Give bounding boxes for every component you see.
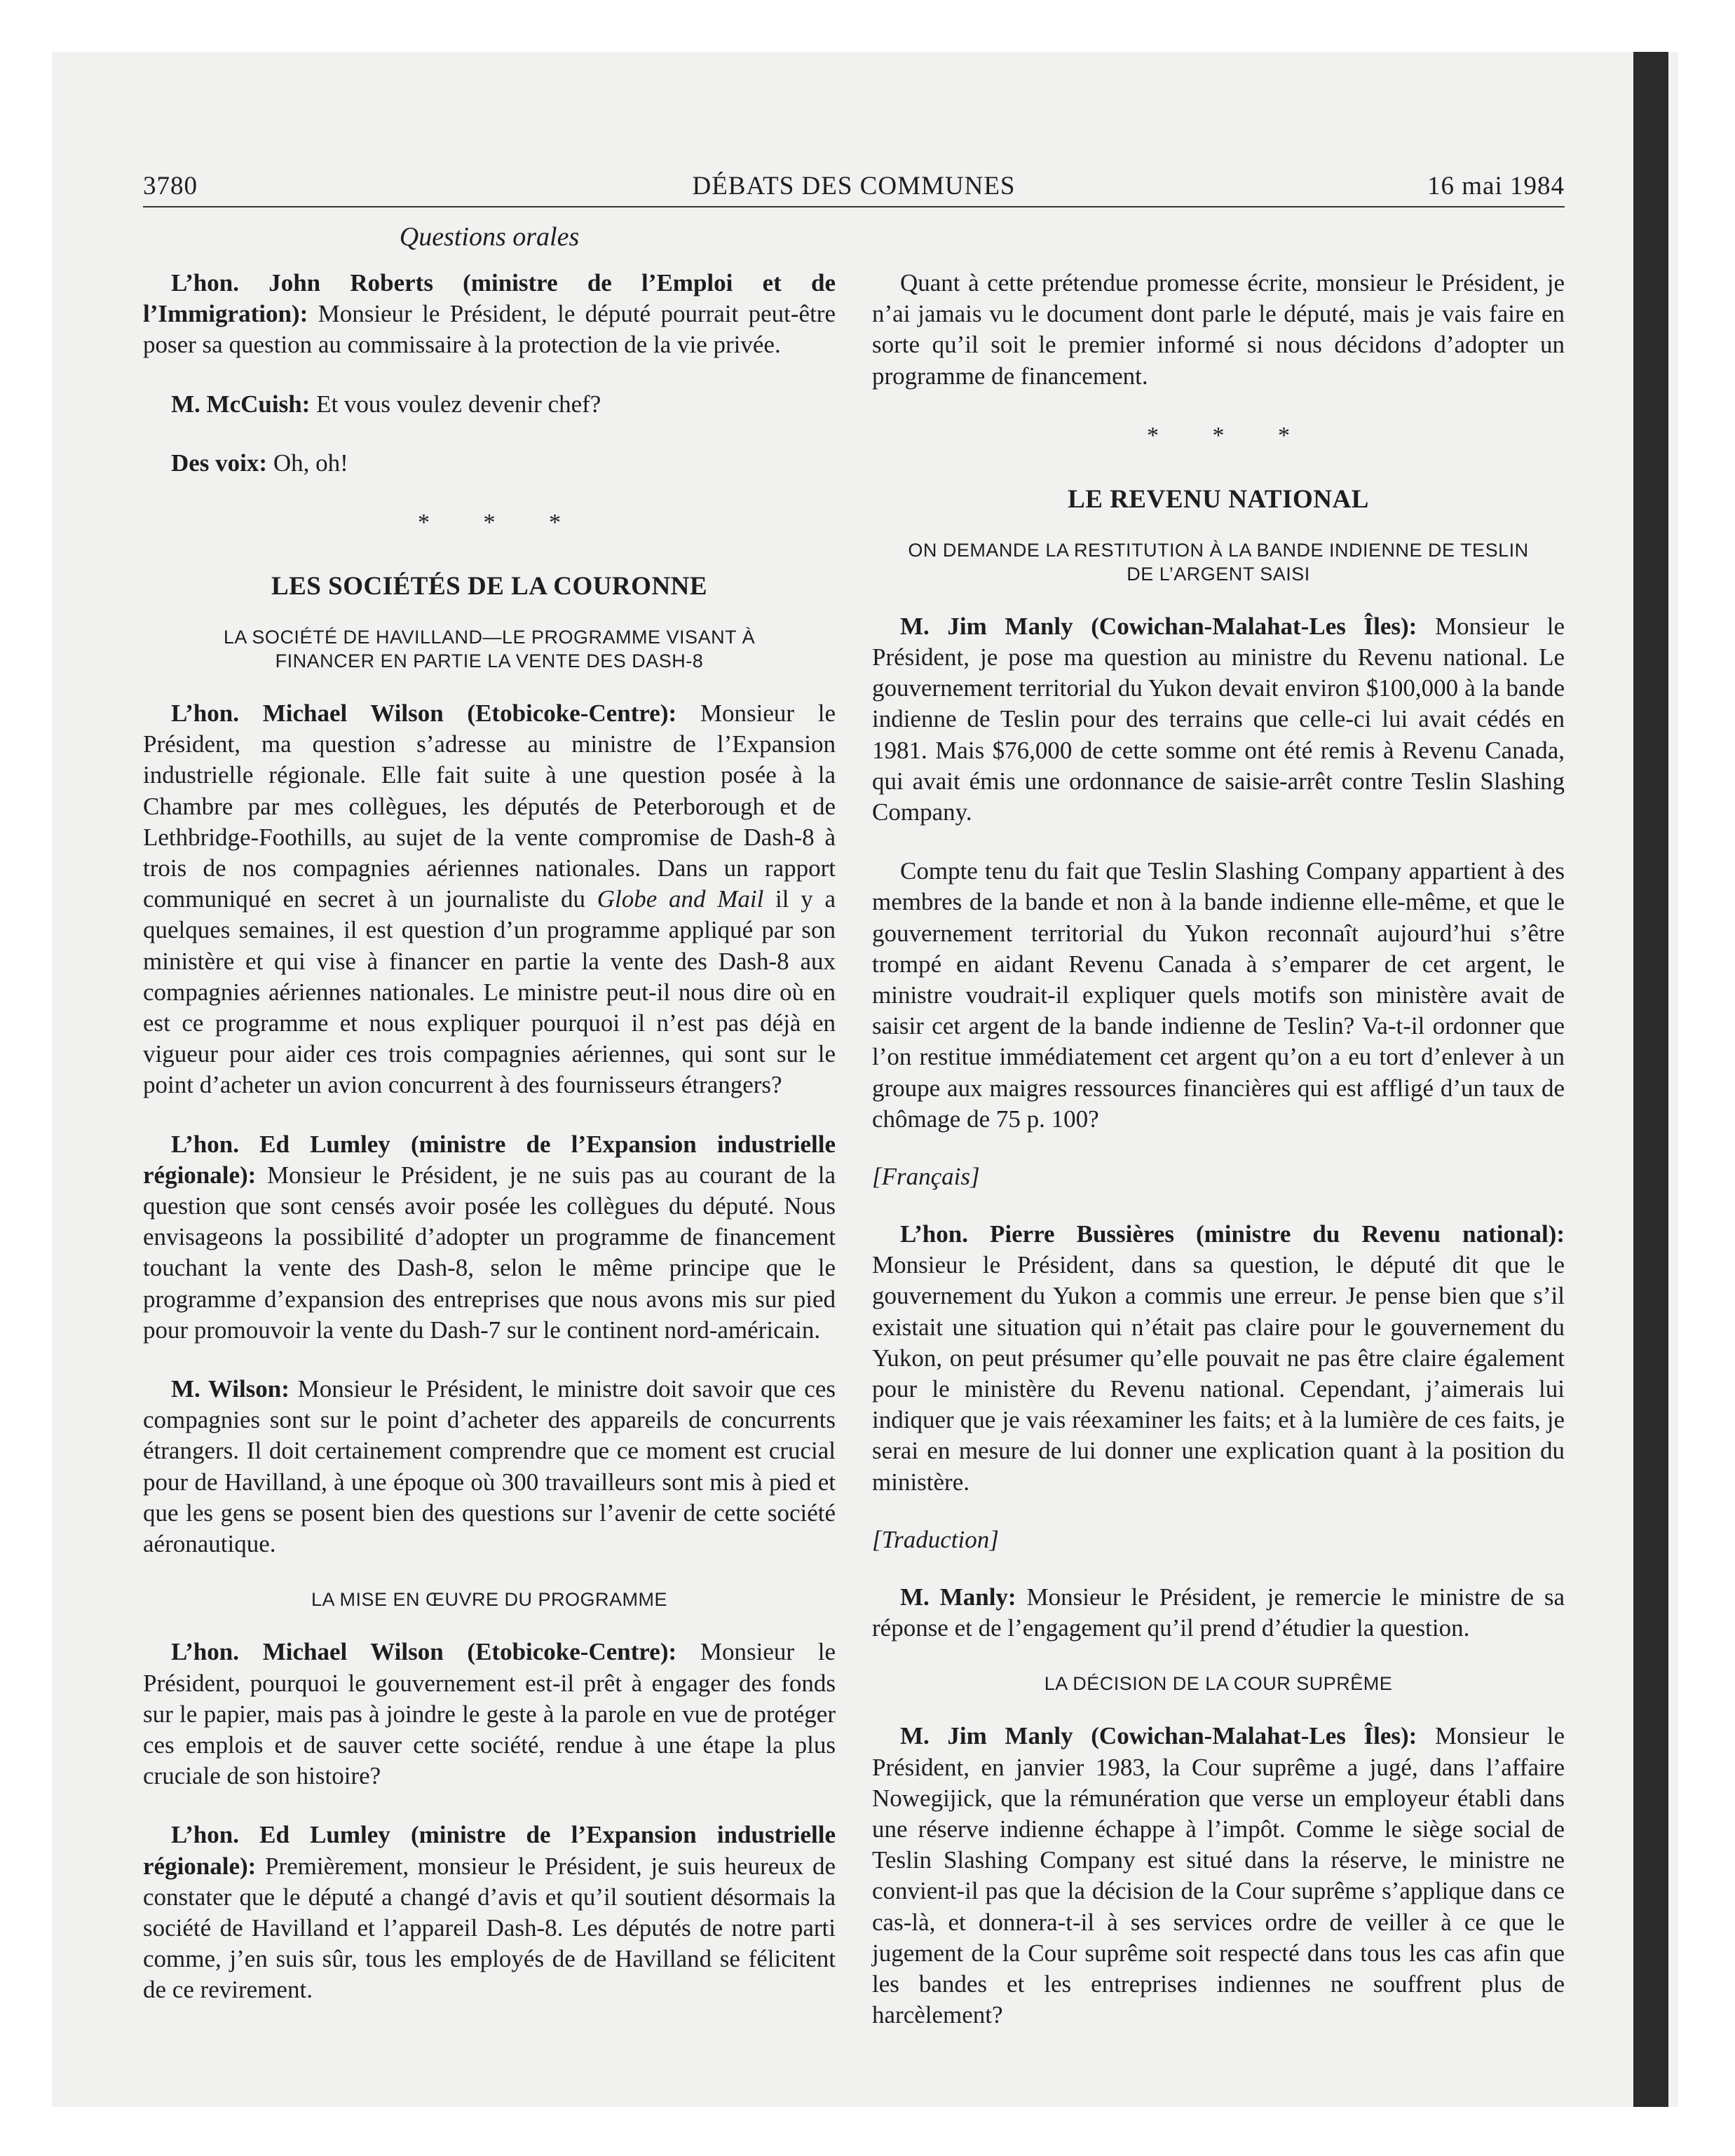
subsection-heading: LA DÉCISION DE LA COUR SUPRÊME bbox=[1044, 1673, 1393, 1695]
section-separator: * * * bbox=[418, 510, 585, 536]
speaker-name: M. Manly: bbox=[900, 1583, 1016, 1611]
running-header bbox=[143, 171, 1565, 206]
paragraph-text: Monsieur le Président, ma question s’adresse au ministre de l’Expansion industrielle régionale. Elle fait suite à une question posée à la Chambre par mes collègues, les députés de Peterborough et de Lethbridge-Foothills, au sujet de la vente compromise de Dash-8 à trois de nos compagnies aériennes nationales. Dans un rapport communiqué en secret à un journaliste du bbox=[143, 700, 836, 913]
paragraph bbox=[872, 1582, 1565, 1644]
speaker-name: M. Jim Manly (Cowichan-Malahat-Les Îles): bbox=[900, 612, 1417, 640]
paragraph-text: il y a quelques semaines, il est question d’un programme appliqué par son ministère et qui vise à financer en partie la vente des Dash-8 aux compagnies aériennes nationales. Le ministre peut-il nous dire où en est ce programme et nous expliquer pourquoi il n’est pas déjà en vigueur pour aider ces trois compagnies aériennes, qui sont sur le point d’acheter un avion concurrent à des fournisseurs étrangers? bbox=[143, 885, 836, 1099]
paragraph-text: Monsieur le Président, le ministre doit savoir que ces compagnies sont sur le point d’acheter des appareils de concurrents étrangers. Il doit certainement comprendre que ce moment est crucial pour de Havilland, à une époque où 300 travailleurs sont mis à pied et que les gens se posent bien des questions sur l’avenir de cette société aéronautique. bbox=[143, 1375, 836, 1558]
language-note: [Français] bbox=[872, 1163, 980, 1191]
paragraph bbox=[143, 389, 836, 420]
paragraph-text: Monsieur le Président, en janvier 1983, la Cour suprême a jugé, dans l’affaire Nowegijick, que la rémunération que verse un employeur établi dans une réserve indienne échappe à l’impôt. Comme le siège social de Teslin Slashing Company est situé dans la réserve, le ministre ne convient-il pas que la décision de la Cour suprême s’applique dans ce cas-là, et donnera-t-il à ses services ordre de veiller à ce que le jugement de la Cour suprême soit respecté dans tous les cas afin que les bandes et les entreprises indiennes ne souffrent plus de harcèlement? bbox=[872, 1722, 1565, 2029]
paragraph bbox=[143, 1637, 836, 1792]
paragraph bbox=[872, 611, 1565, 828]
paragraph-text: Monsieur le Président, pourquoi le gouvernement est-il prêt à engager des fonds sur le papier, mais pas à joindre le geste à la parole en vue de protéger ces emplois et de sauver cette société, rendue à une étape la plus cruciale de son histoire? bbox=[143, 1638, 836, 1790]
paragraph-text: Premièrement, monsieur le Président, je suis heureux de constater que le député a changé d’avis et qu’il soutient désormais la société de Havilland et l’appareil Dash-8. Les députés de notre parti comme, j’en suis sûr, tous les employés de de Havilland se félicitent de ce revirement. bbox=[143, 1852, 836, 2004]
publication-date: 16 mai 1984 bbox=[1427, 172, 1565, 200]
paragraph bbox=[143, 1820, 836, 2005]
speaker-name: M. Wilson: bbox=[171, 1375, 290, 1403]
section-heading: LES SOCIÉTÉS DE LA COURONNE bbox=[271, 572, 708, 601]
language-note: [Traduction] bbox=[872, 1525, 999, 1553]
section-heading: LE REVENU NATIONAL bbox=[1068, 484, 1369, 514]
paragraph-text: Monsieur le Président, dans sa question, le député dit que le gouvernement du Yukon a commis une erreur. Je pense bien que s’il existait une situation qui n’était pas claire pour le gouvernement du Yukon, on peut présumer qu’elle pouvait ne pas être claire également pour le ministère du Revenu national. Cependant, j’aimerais lui indiquer que je vais réexaminer les faits; et à la lumière de ces faits, je serai en mesure de lui donner une explication quant à la position du ministère. bbox=[872, 1251, 1565, 1496]
section-separator: * * * bbox=[1147, 422, 1314, 449]
paragraph bbox=[872, 1721, 1565, 2031]
paragraph-text: Monsieur le Président, je remercie le ministre de sa réponse et de l’engagement qu’il prend d’étudier la question. bbox=[872, 1583, 1565, 1642]
left-column bbox=[143, 268, 836, 2034]
paragraph-text: Monsieur le Président, je ne suis pas au courant de la question que sont censés avoir posée les collègues du député. Nous envisageons la possibilité d’adopter un programme de financement touchant la vente des Dash-8, selon le même principe que le programme d’expansion des entreprises que nous avons mis sur pied pour promouvoir la vente du Dash-7 sur le continent nord-américain. bbox=[143, 1161, 836, 1344]
paragraph bbox=[143, 1129, 836, 1346]
paragraph bbox=[872, 856, 1565, 1135]
publication-title: DÉBATS DES COMMUNES bbox=[692, 172, 1016, 200]
speaker-name: L’hon. Michael Wilson (Etobicoke-Centre): bbox=[171, 1638, 677, 1666]
speaker-name: L’hon. Pierre Bussières (ministre du Revenu national): bbox=[900, 1220, 1565, 1248]
paragraph bbox=[872, 1219, 1565, 1498]
paragraph bbox=[143, 448, 836, 479]
paragraph bbox=[143, 1374, 836, 1560]
speaker-name: Des voix: bbox=[171, 449, 268, 477]
paragraph-text: Compte tenu du fait que Teslin Slashing Company appartient à des membres de la bande et non à la bande indienne elle-même, et que le gouvernement territorial du Yukon reconnaît aujourd’hui s’être trompé en aidant Revenu Canada à s’emparer de cet argent, le ministre voudrait-il expliquer quels motifs son ministère avait de saisir cet argent de la bande indienne de Teslin? Va-t-il ordonner que l’on restitue immédiatement cet argent qu’on a eu tort d’enlever à un groupe aux maigres ressources financières qui est affligé d’un taux de chômage de 75 p. 100? bbox=[872, 857, 1565, 1133]
speaker-name: L’hon. Michael Wilson (Etobicoke-Centre): bbox=[171, 700, 677, 728]
subsection-heading: LA MISE EN ŒUVRE DU PROGRAMME bbox=[311, 1589, 668, 1611]
paragraph-text: Quant à cette prétendue promesse écrite, monsieur le Président, je n’ai jamais vu le document dont parle le député, mais je vais faire en sorte qu’il soit le premier informé si nous décidons d’adopter un programme de financement. bbox=[872, 269, 1565, 390]
speaker-name: L’hon. Ed Lumley (ministre de l’Expansion industrielle régionale): bbox=[143, 1130, 836, 1189]
speaker-name: M. McCuish: bbox=[171, 390, 311, 418]
paragraph-text: Et vous voulez devenir chef? bbox=[310, 390, 601, 418]
speaker-name: L’hon. John Roberts (ministre de l’Emploi et de l’Immigration): bbox=[143, 269, 836, 328]
right-column bbox=[872, 268, 1565, 2059]
subsection-heading: LA SOCIÉTÉ DE HAVILLAND—LE PROGRAMME VISANT À FINANCER EN PARTIE LA VENTE DES DASH-8 bbox=[223, 627, 756, 672]
paragraph bbox=[143, 698, 836, 1101]
italic-title: Globe and Mail bbox=[597, 885, 764, 913]
paragraph-text: Monsieur le Président, je pose ma question au ministre du Revenu national. Le gouvernement territorial du Yukon devait environ $100,000 à la bande indienne de Teslin pour des terrains que celle-ci lui avait cédés en 1981. Mais $76,000 de cette somme ont été remis à Revenu Canada, qui avait émis une ordonnance de saisie-arrêt contre Teslin Slashing Company. bbox=[872, 612, 1565, 826]
paragraph-text: Monsieur le Président, le député pourrait peut-être poser sa question au commissaire à la protection de la vie privée. bbox=[143, 300, 836, 359]
header-rule bbox=[143, 206, 1565, 207]
paragraph bbox=[143, 268, 836, 361]
speaker-name: M. Jim Manly (Cowichan-Malahat-Les Îles): bbox=[900, 1722, 1417, 1750]
speaker-name: L’hon. Ed Lumley (ministre de l’Expansion industrielle régionale): bbox=[143, 1821, 836, 1880]
paragraph-text: Oh, oh! bbox=[267, 449, 348, 477]
section-name: Questions orales bbox=[399, 222, 580, 252]
paragraph bbox=[872, 268, 1565, 392]
subsection-heading: ON DEMANDE LA RESTITUTION À LA BANDE INDIENNE DE TESLIN DE L’ARGENT SAISI bbox=[908, 539, 1529, 585]
page-number: 3780 bbox=[143, 172, 198, 200]
